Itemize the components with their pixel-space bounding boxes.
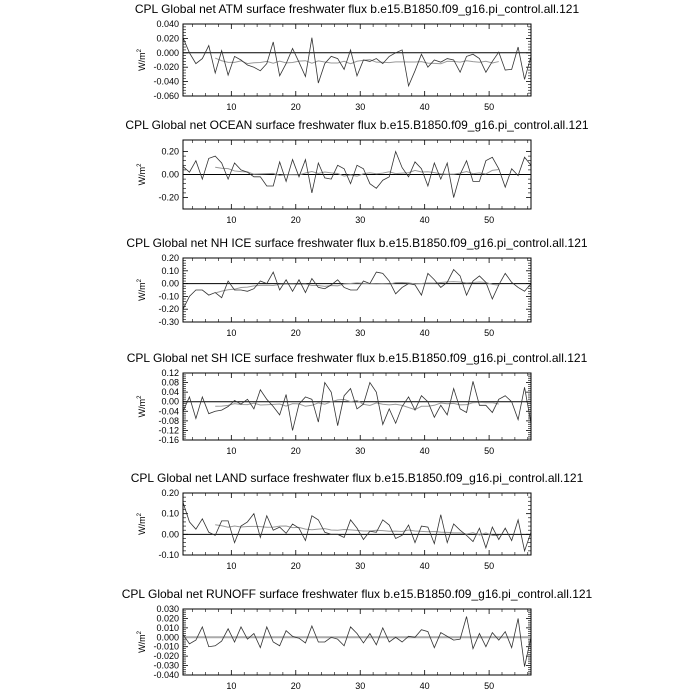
x-tick-label: 20	[290, 102, 301, 112]
running-mean-line	[215, 58, 499, 64]
y-tick-label: 0.040	[156, 19, 179, 29]
y-axis-label-superscript: 2	[137, 395, 143, 399]
y-axis-label	[137, 395, 147, 418]
y-axis-label	[137, 278, 147, 301]
x-tick-label: 30	[355, 446, 366, 456]
x-tick-label: 50	[484, 328, 495, 338]
x-tick-label: 20	[290, 215, 301, 225]
y-tick-label: 0.000	[156, 47, 179, 58]
y-tick-label: 0.20	[161, 146, 179, 157]
y-axis-label-unit: W/m	[137, 516, 147, 535]
x-tick-label: 30	[355, 102, 366, 112]
x-tick-label: 10	[226, 561, 237, 571]
y-tick-label: -0.030	[153, 660, 179, 671]
y-tick-label: 0.00	[161, 169, 179, 180]
x-tick-label: 50	[484, 561, 495, 571]
y-axis-label	[137, 630, 147, 653]
x-tick-label: 10	[226, 681, 237, 691]
x-tick-label: 30	[355, 681, 366, 691]
y-tick-label: 0.030	[156, 604, 179, 614]
y-tick-label: 0.00	[161, 529, 179, 540]
y-tick-label: 0.020	[156, 33, 179, 44]
panel-4	[127, 351, 588, 456]
x-tick-label: 40	[419, 328, 430, 338]
x-tick-label: 50	[484, 446, 495, 456]
y-tick-label: -0.040	[153, 76, 179, 87]
y-tick-label: -0.20	[158, 304, 179, 315]
y-tick-label: -0.010	[153, 641, 179, 652]
y-tick-label: -0.08	[158, 415, 179, 426]
x-tick-label: 20	[290, 328, 301, 338]
panel-5	[131, 471, 584, 571]
y-tick-label: 0.12	[161, 368, 179, 378]
y-tick-label: 0.000	[156, 632, 179, 643]
y-tick-label: 0.08	[161, 377, 179, 388]
y-tick-label: -0.20	[158, 192, 179, 203]
y-tick-label: 0.010	[156, 622, 179, 633]
plot-frame	[183, 373, 531, 440]
y-tick-label: 0.00	[161, 278, 179, 289]
y-tick-label: -0.040	[153, 670, 179, 680]
y-tick-label: 0.10	[161, 265, 179, 276]
x-tick-label: 40	[419, 102, 430, 112]
y-axis-label-unit: W/m	[137, 634, 147, 653]
panel-1	[135, 2, 580, 112]
y-tick-label: 0.20	[161, 253, 179, 263]
y-axis-label-unit: W/m	[137, 52, 147, 71]
panel-title: CPL Global net OCEAN surface freshwater flux b.e15.B1850.f09_g16.pi_control.all.121	[125, 118, 589, 132]
plot-frame	[183, 24, 531, 96]
y-axis-label-superscript: 2	[137, 163, 143, 167]
y-axis-label-unit: W/m	[137, 282, 147, 301]
y-axis-label-superscript: 2	[137, 49, 143, 53]
x-tick-label: 30	[355, 328, 366, 338]
series-line	[183, 502, 531, 551]
plot-frame	[183, 609, 531, 675]
plot-frame	[183, 493, 531, 555]
panel-title: CPL Global net RUNOFF surface freshwater flux b.e15.B1850.f09_g16.pi_control.all.121	[121, 587, 593, 601]
x-tick-label: 20	[290, 561, 301, 571]
y-axis-label-superscript: 2	[137, 631, 143, 635]
x-tick-label: 10	[226, 215, 237, 225]
panel-title: CPL Global net LAND surface freshwater flux b.e15.B1850.f09_g16.pi_control.all.121	[130, 471, 584, 485]
y-tick-label: -0.10	[158, 550, 179, 560]
y-tick-label: 0.10	[161, 508, 179, 519]
y-axis-label-unit: W/m	[137, 398, 147, 418]
y-axis-label	[137, 163, 147, 186]
y-tick-label: -0.04	[158, 406, 179, 417]
x-tick-label: 50	[484, 102, 495, 112]
y-axis-label	[137, 512, 147, 535]
y-tick-label: -0.060	[153, 91, 179, 101]
x-tick-label: 10	[226, 102, 237, 112]
y-tick-label: -0.020	[153, 651, 179, 662]
x-tick-label: 10	[226, 328, 237, 338]
x-tick-label: 10	[226, 446, 237, 456]
y-tick-label: 0.00	[161, 396, 179, 407]
y-axis-label-superscript: 2	[137, 513, 143, 517]
y-tick-label: -0.30	[158, 317, 179, 327]
x-tick-label: 50	[484, 215, 495, 225]
x-tick-label: 30	[355, 215, 366, 225]
y-tick-label: 0.020	[156, 613, 179, 624]
x-tick-label: 40	[419, 681, 430, 691]
y-tick-label: -0.12	[158, 425, 179, 436]
panel-2	[125, 118, 588, 225]
x-tick-label: 20	[290, 681, 301, 691]
panel-title: CPL Global net SH ICE surface freshwater flux b.e15.B1850.f09_g16.pi_control.all.121	[126, 351, 588, 365]
x-tick-label: 40	[419, 561, 430, 571]
x-tick-label: 50	[484, 681, 495, 691]
x-tick-label: 30	[355, 561, 366, 571]
panel-3	[126, 236, 587, 338]
x-tick-label: 40	[419, 446, 430, 456]
panel-6	[122, 587, 593, 691]
y-tick-label: 0.20	[161, 488, 179, 498]
panel-title: CPL Global net ATM surface freshwater flux b.e15.B1850.f09_g16.pi_control.all.121	[134, 2, 580, 16]
series-line	[183, 381, 531, 430]
y-tick-label: -0.10	[158, 291, 179, 302]
panel-title: CPL Global net NH ICE surface freshwater flux b.e15.B1850.f09_g16.pi_control.all.121	[126, 236, 588, 250]
y-axis-label-superscript: 2	[137, 279, 143, 283]
series-line	[183, 617, 531, 667]
x-tick-label: 40	[419, 215, 430, 225]
y-tick-label: 0.04	[161, 387, 179, 398]
y-axis-label-unit: W/m	[137, 166, 147, 186]
x-tick-label: 20	[290, 446, 301, 456]
y-axis-label	[137, 48, 147, 71]
y-tick-label: -0.020	[153, 62, 179, 73]
y-tick-label: -0.16	[158, 435, 179, 445]
